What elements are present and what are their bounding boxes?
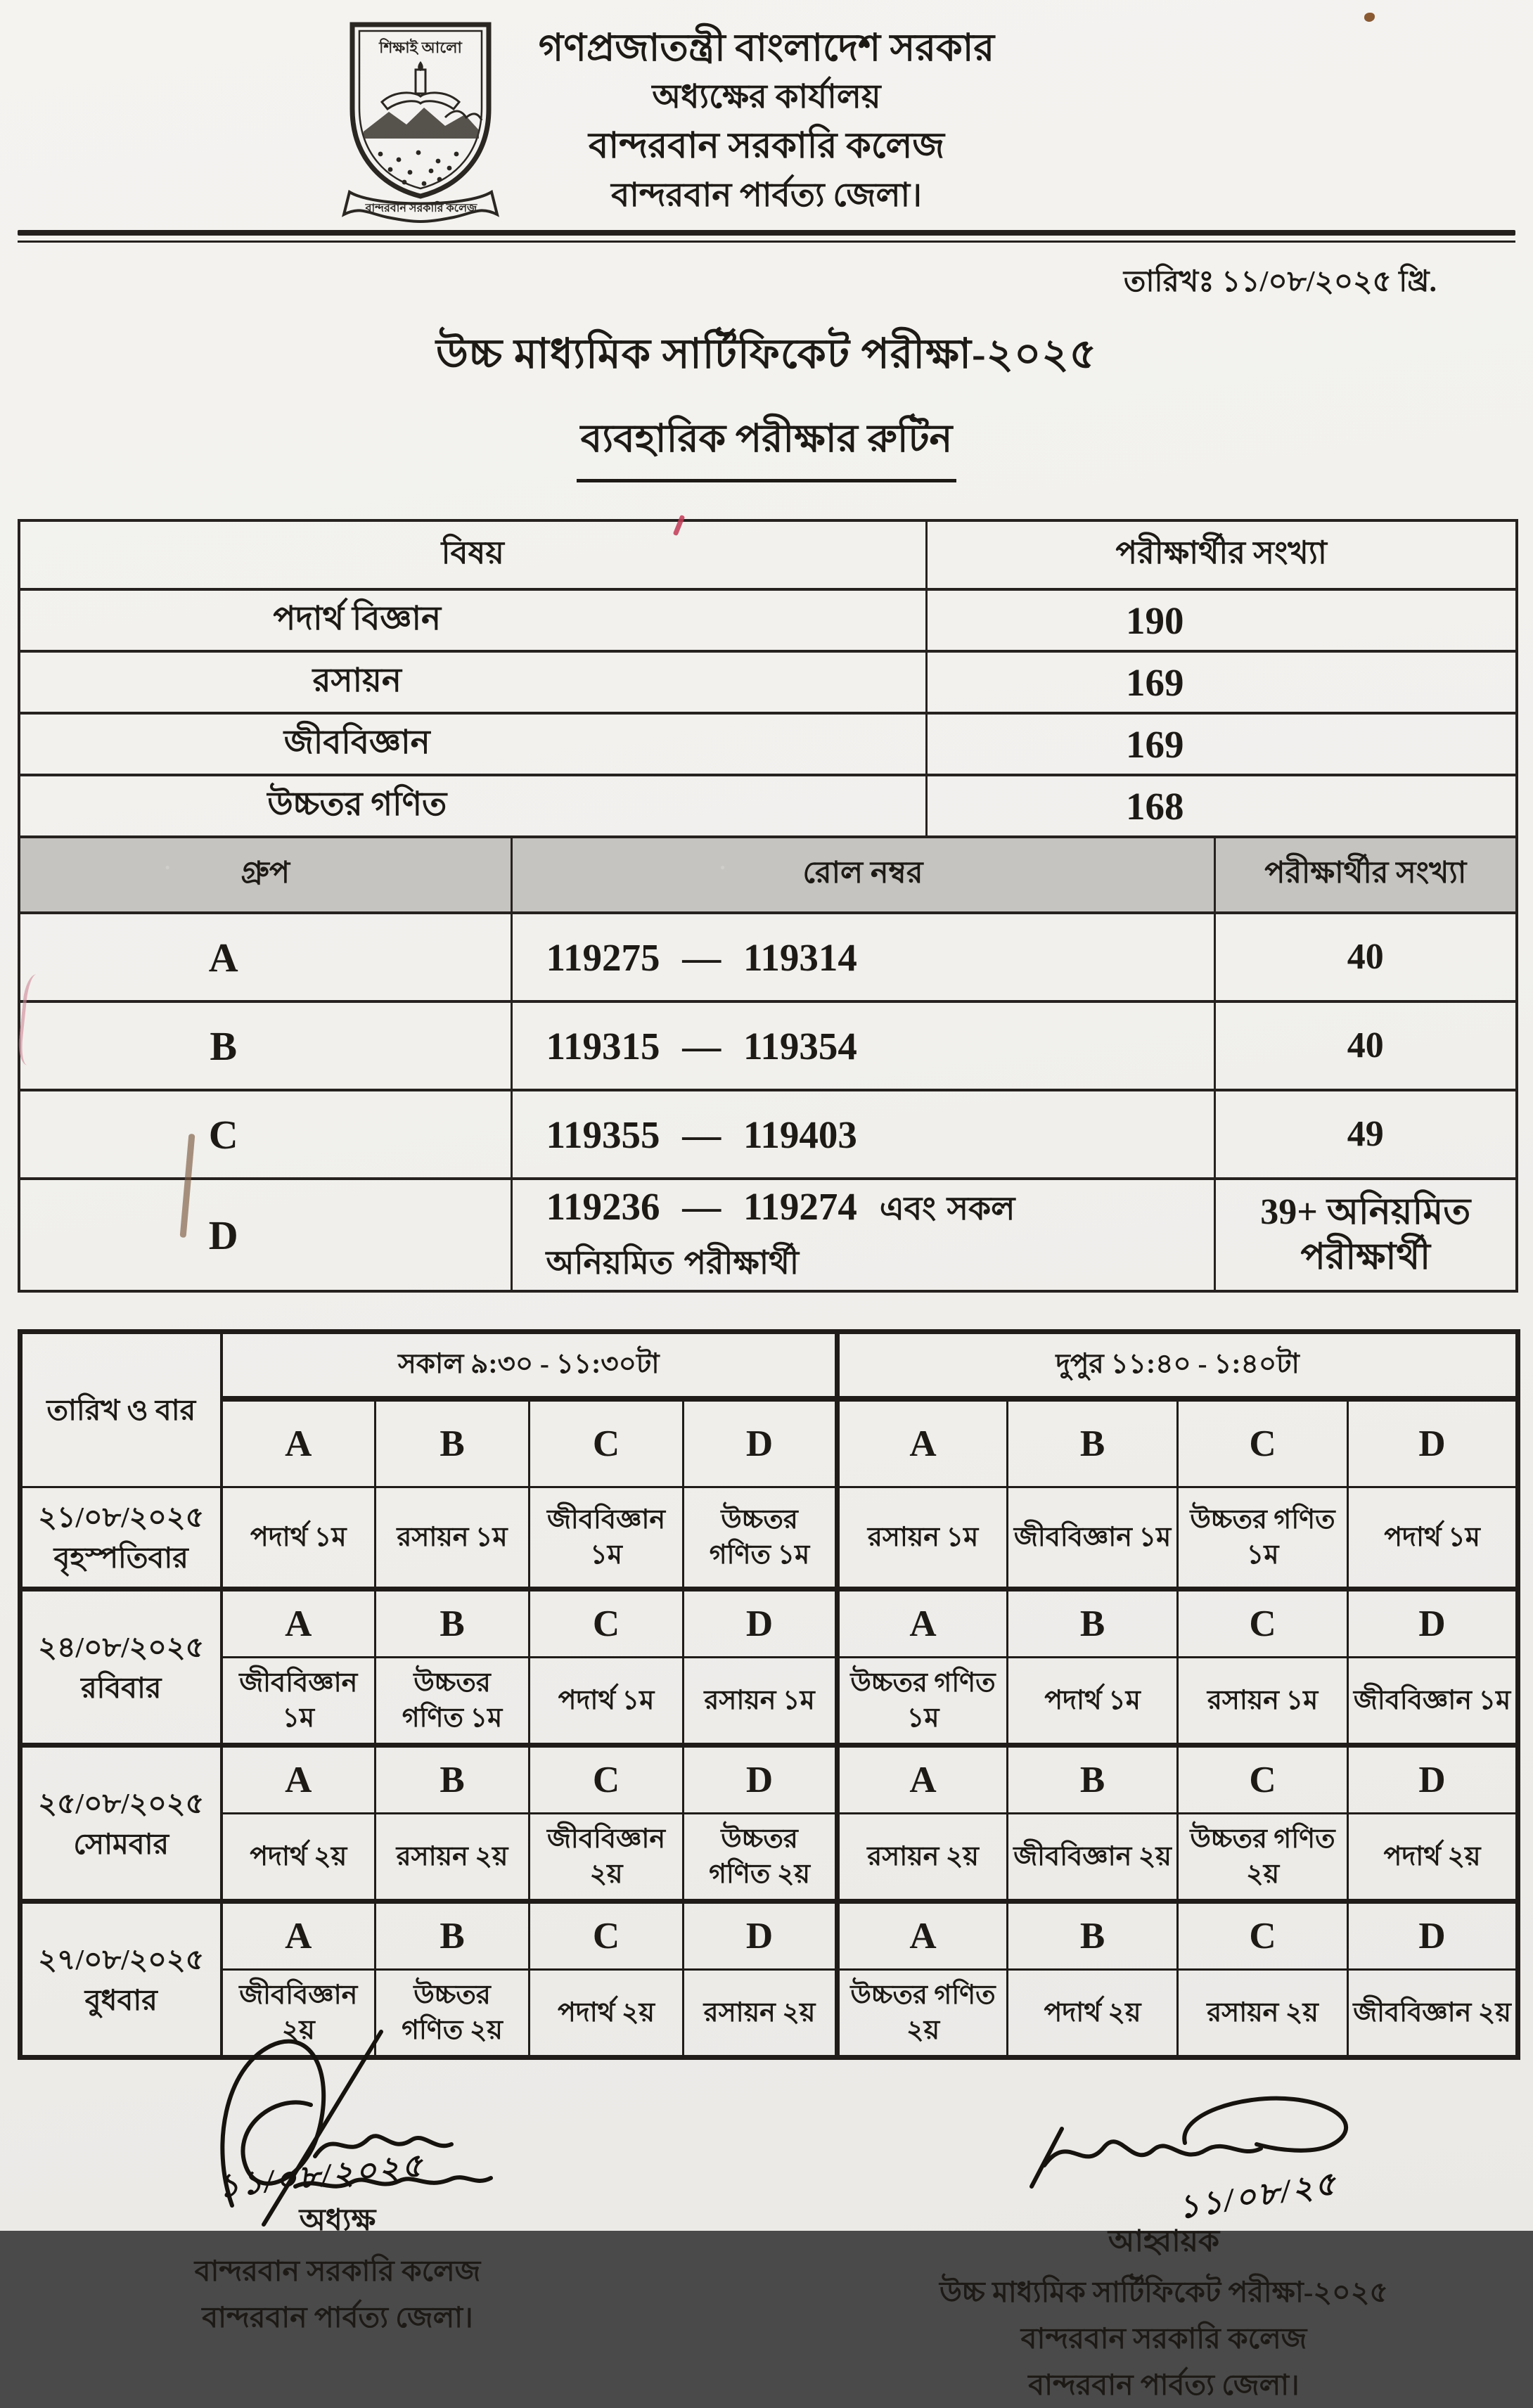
group-letter-header: C [1178,1746,1348,1814]
group-letter-header: A [838,1902,1008,1970]
exam-date: ২৭/০৮/২০২৫ বুধবার [20,1902,222,2058]
table-header-row [19,837,1517,913]
group-letter-header: A [222,1902,376,1970]
schedule-cell: পদার্থ ২য় [530,1970,684,2058]
group-letter-header: C [1178,1399,1348,1487]
group-letter-header: A [222,1589,376,1658]
org-line: বান্দরবান সরকারি কলেজ [589,127,944,166]
subject-name: পদার্থ বিজ্ঞান [19,589,926,651]
roll-range: 119275 — 119314 [511,913,1214,1001]
examinee-count: 49 [1214,1090,1517,1179]
session-header-row [20,1332,1518,1400]
group-letter-header: D [1348,1902,1518,1970]
principal-signature-block [91,2019,584,2340]
table-header-row [19,520,1517,589]
schedule-cell: রসায়ন ২য় [1178,1970,1348,2058]
divider-rule [18,230,1515,243]
group-letter-header: A [838,1589,1008,1658]
schedule-cell: জীববিজ্ঞান ১ম [530,1487,684,1589]
org-name-block [18,18,1515,220]
examinee-count: 168 [926,775,1517,837]
schedule-cell: উচ্চতর গণিত ১ম [1178,1487,1348,1589]
schedule-day-row [20,1487,1518,1589]
col-header-subject: বিষয় [19,520,926,589]
examinee-count: 40 [1214,1001,1517,1090]
table-row [19,651,1517,713]
group-letter-header: D [684,1589,838,1658]
subject-name: উচ্চতর গণিত [19,775,926,837]
schedule-cell: জীববিজ্ঞান ১ম [1008,1487,1178,1589]
org-line: বান্দরবান পার্বত্য জেলা। [611,177,922,214]
signatory-role: আহ্বায়ক [1108,2225,1220,2258]
roll-range: 119315 — 119354 [511,1001,1214,1090]
logo-banner-text: বান্দরবান সরকারি কলেজ [365,203,477,214]
group-letter-header: C [530,1902,684,1970]
roll-range: 119355 — 119403 [511,1090,1214,1179]
group-letter: B [19,1001,511,1090]
examinee-count: 39+ অনিয়মিত পরীক্ষার্থী [1214,1179,1517,1291]
group-letter-header: D [1348,1746,1518,1814]
group-letter: D [19,1179,511,1291]
group-letter-header: C [530,1746,684,1814]
col-header-group: গ্রুপ [19,837,511,913]
schedule-cell: জীববিজ্ঞান ১ম [222,1658,376,1746]
exam-date: ২৫/০৮/২০২৫ সোমবার [20,1746,222,1902]
org-line: গণপ্রজাতন্ত্রী বাংলাদেশ সরকার [538,27,995,69]
schedule-cell: পদার্থ ২য় [1348,1814,1518,1902]
table-row [19,713,1517,775]
examinee-count: 169 [926,651,1517,713]
group-letter-header-row [20,1746,1518,1814]
col-header-roll: রোল নম্বর [511,837,1214,913]
table-row [19,1001,1517,1090]
handwritten-date: ১১/০৮/২০২৫ [216,2146,427,2205]
handwritten-date: ১১/০৮/২৫ [1175,2165,1340,2226]
signatory-line: বান্দরবান সরকারি কলেজ [194,2255,481,2287]
schedule-cell: উচ্চতর গণিত ২য় [1178,1814,1348,1902]
col-header-count: পরীক্ষার্থীর সংখ্যা [926,520,1517,589]
schedule-cell: উচ্চতর গণিত ২য় [376,1970,530,2058]
schedule-cell: জীববিজ্ঞান ২য় [1348,1970,1518,2058]
session-header-morning: সকাল ৯:৩০ - ১১:৩০টা [222,1332,838,1400]
document-header [18,18,1515,223]
college-logo [340,19,522,223]
schedule-cell: রসায়ন ২য় [376,1814,530,1902]
convener-signature-block [826,2088,1501,2408]
signatory-line: বান্দরবান সরকারি কলেজ [1020,2322,1307,2355]
group-letter-header: B [376,1746,530,1814]
group-letter-header: A [222,1399,376,1487]
schedule-cell: পদার্থ ১ম [1348,1487,1518,1589]
subject-count-table [18,519,1518,838]
signatory-role: অধ্যক্ষ [299,2204,376,2237]
group-letter-header: C [530,1589,684,1658]
schedule-cell: উচ্চতর গণিত ২য় [838,1970,1008,2058]
table-row [19,1179,1517,1291]
exam-date: ২১/০৮/২০২৫ বৃহস্পতিবার [20,1487,222,1589]
roll-range-note: এবং সকল অনিয়মিত পরীক্ষার্থী [546,1191,1015,1281]
page-subtitle: ব্যবহারিক পরীক্ষার রুটিন [577,409,957,482]
schedule-cell: রসায়ন ২য় [838,1814,1008,1902]
schedule-cell: জীববিজ্ঞান ২য় [530,1814,684,1902]
signatory-line: বান্দরবান পার্বত্য জেলা। [1028,2369,1300,2401]
schedule-cell: উচ্চতর গণিত ১ম [838,1658,1008,1746]
group-letter-header: D [1348,1589,1518,1658]
examinee-count: 190 [926,589,1517,651]
session-header-noon: দুপুর ১১:৪০ - ১:৪০টা [838,1332,1518,1400]
group-roll-table [18,835,1518,1293]
table-row [19,1090,1517,1179]
group-letter-header: B [376,1902,530,1970]
examinee-count: 40 [1214,913,1517,1001]
group-letter: A [19,913,511,1001]
schedule-cell: রসায়ন ১ম [376,1487,530,1589]
issue-date: তারিখঃ ১১/০৮/২০২৫ খ্রি. [1123,266,1437,298]
signatory-line: বান্দরবান পার্বত্য জেলা। [202,2301,473,2333]
signature-area [18,2060,1515,2401]
schedule-cell: রসায়ন ১ম [1178,1658,1348,1746]
schedule-cell: পদার্থ ২য় [222,1814,376,1902]
signatory-line: উচ্চ মাধ্যমিক সার্টিফিকেট পরীক্ষা-২০২৫ [939,2276,1388,2308]
group-letter-header: B [1008,1399,1178,1487]
col-header-count: পরীক্ষার্থীর সংখ্যা [1214,837,1517,913]
schedule-cell: পদার্থ ১ম [1008,1658,1178,1746]
group-letter-header: D [684,1902,838,1970]
college-crest-icon [340,19,522,223]
convener-signature-icon [911,2088,1417,2215]
group-letter-header: C [1178,1589,1348,1658]
schedule-day-row [20,1814,1518,1902]
schedule-cell: জীববিজ্ঞান ২য় [1008,1814,1178,1902]
schedule-cell: পদার্থ ২য় [1008,1970,1178,2058]
roll-range: 119236 — 119274 এবং সকল অনিয়মিত পরীক্ষার্থী [511,1179,1214,1291]
group-letter-header: D [684,1746,838,1814]
table-row [19,589,1517,651]
schedule-cell: উচ্চতর গণিত ২য় [684,1814,838,1902]
subject-name: জীববিজ্ঞান [19,713,926,775]
group-letter-header: D [684,1399,838,1487]
group-letter-header: D [1348,1399,1518,1487]
schedule-day-row [20,1658,1518,1746]
group-letter: C [19,1090,511,1179]
schedule-cell: পদার্থ ১ম [222,1487,376,1589]
schedule-cell: উচ্চতর গণিত ১ম [376,1658,530,1746]
table-row [19,775,1517,837]
schedule-cell: জীববিজ্ঞান ১ম [1348,1658,1518,1746]
schedule-cell: জীববিজ্ঞান ২য় [222,1970,376,2058]
schedule-cell: রসায়ন ১ম [838,1487,1008,1589]
table-row [19,913,1517,1001]
group-letter-header: B [1008,1746,1178,1814]
group-letter-header: B [376,1399,530,1487]
schedule-cell: উচ্চতর গণিত ১ম [684,1487,838,1589]
examinee-count: 169 [926,713,1517,775]
group-letter-header: A [838,1746,1008,1814]
subject-name: রসায়ন [19,651,926,713]
group-letter-header: B [1008,1902,1178,1970]
group-letter-header: C [1178,1902,1348,1970]
schedule-cell: রসায়ন ২য় [684,1970,838,2058]
page-title: উচ্চ মাধ্যমিক সার্টিফিকেট পরীক্ষা-২০২৫ [435,331,1098,377]
schedule-cell: রসায়ন ১ম [684,1658,838,1746]
corner-header: তারিখ ও বার [20,1332,222,1487]
org-line: অধ্যক্ষের কার্যালয় [652,79,881,115]
group-letter-header: A [838,1399,1008,1487]
group-letter-header-row [20,1589,1518,1658]
group-letter-header: C [530,1399,684,1487]
exam-schedule-table [18,1329,1520,2060]
group-letter-header-row [20,1399,1518,1487]
svg-text:শিক্ষাই আলো: শিক্ষাই আলো [379,39,462,56]
group-letter-header: B [376,1589,530,1658]
group-letter-header: A [222,1746,376,1814]
group-letter-header: B [1008,1589,1178,1658]
schedule-cell: পদার্থ ১ম [530,1658,684,1746]
exam-date: ২৪/০৮/২০২৫ রবিবার [20,1589,222,1746]
page-subtitle-row [18,409,1515,482]
group-letter-header-row [20,1902,1518,1970]
